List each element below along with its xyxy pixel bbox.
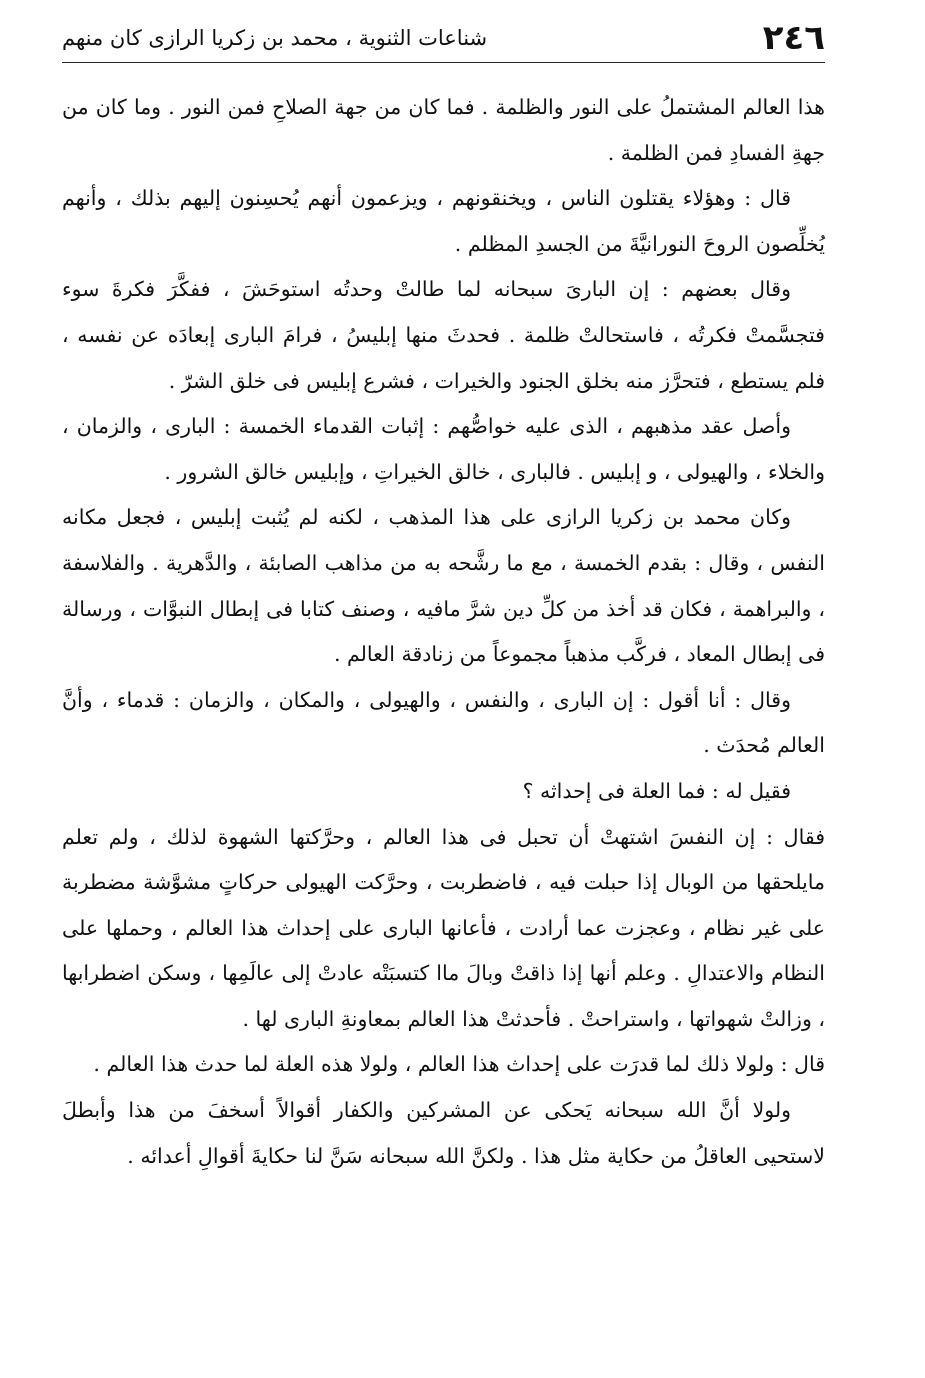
paragraph: قال : وهؤلاء يقتلون الناس ، ويخنقونهم ، ويزعمون أنهم يُحسِنون إليهم بذلك ، وأنهم يُخلِّصون الروحَ النورانيَّةَ من الجسدِ المظلم .	[62, 186, 825, 256]
paragraph: ولولا أنَّ الله سبحانه يَحكى عن المشركين والكفار أقوالاً أسخفَ من هذا وأبطلَ لاستحيى العاقلُ من حكاية مثل هذا . ولكنَّ الله سبحانه سَنَّ لنا حكايةَ أقوالِ أعدائه .	[62, 1098, 825, 1168]
body-text	[62, 85, 825, 1179]
header-rule	[62, 62, 825, 63]
paragraph: قال : ولولا ذلك لما قدرَت على إحداث هذا العالم ، ولولا هذه العلة لما حدث هذا العالم .	[93, 1052, 825, 1077]
running-title: شناعات الثنوية ، محمد بن زكريا الرازى كان منهم	[62, 25, 488, 50]
paragraph: وأصل عقد مذهبهم ، الذى عليه خواصُّهم : إثبات القدماء الخمسة : البارى ، والزمان ، والخلاء ، والهيولى ، و إبليس . فالبارى ، خالق الخيراتِ ، وإبليس خالق الشرور .	[62, 414, 825, 484]
page-number: ٢٤٦	[762, 18, 825, 58]
paragraph: وقال : أنا أقول : إن البارى ، والنفس ، والهيولى ، والمكان ، والزمان : قدماء ، وأنَّ العالم مُحدَث .	[62, 687, 825, 758]
paragraph: وكان محمد بن زكريا الرازى على هذا المذهب ، لكنه لم يُثبت إبليس ، فجعل مكانه النفس ، وقال : بقدم الخمسة ، مع ما رشَّحه به من مذاهب الصابئة ، والدَّهرية . والفلاسفة ، والبراهمة ، فكان قد أخذ من كلِّ دين شرَّ مافيه ، وصنف كتابا فى إبطال النبوَّات ، ورسالة فى إبطال المعاد ، فركَّب مذهباً مجموعاً من زنادقة العالم .	[62, 505, 825, 667]
paragraph: فقيل له : فما العلة فى إحداثه ؟	[522, 778, 791, 803]
page-header	[62, 16, 825, 60]
paragraph: وقال بعضهم : إن البارىَ سبحانه لما طالتْ وحدتُه استوحَشَ ، ففكَّرَ فكرةَ سوء فتجسَّمتْ فكرتُه ، فاستحالتْ ظلمة . فحدثَ منها إبليسُ ، فرامَ البارى إبعادَه عن نفسه ، فلم يستطع ، فتحرَّز منه بخلق الجنود والخيرات ، فشرع إبليس فى خلق الشرّ .	[62, 277, 825, 393]
paragraph: هذا العالم المشتملُ على النور والظلمة . فما كان من جهة الصلاحِ فمن النور . وما كان من جهةِ الفسادِ فمن الظلمة .	[62, 95, 825, 165]
paragraph: فقال : إن النفسَ اشتهتْ أن تحبل فى هذا العالم ، وحرَّكتها الشهوة لذلك ، ولم تعلم مايلحقها من الوبال إذا حبلت فيه ، فاضطربت ، وحرَّكت الهيولى حركاتٍ مشوَّشة مضطربة على غير نظام ، وعجزت عما أرادت ، فأعانها البارى على إحداث هذا العالم ، وحملها على النظام والاعتدالِ . وعلم أنها إذا ذاقتْ وبالَ ماا كتسبَتْه عادتْ إلى عالَمِها ، وسكن اضطرابها ، وزالتْ شهواتها ، واستراحتْ . فأحدثتْ هذا العالم بمعاونةِ البارى لها .	[62, 824, 825, 1031]
